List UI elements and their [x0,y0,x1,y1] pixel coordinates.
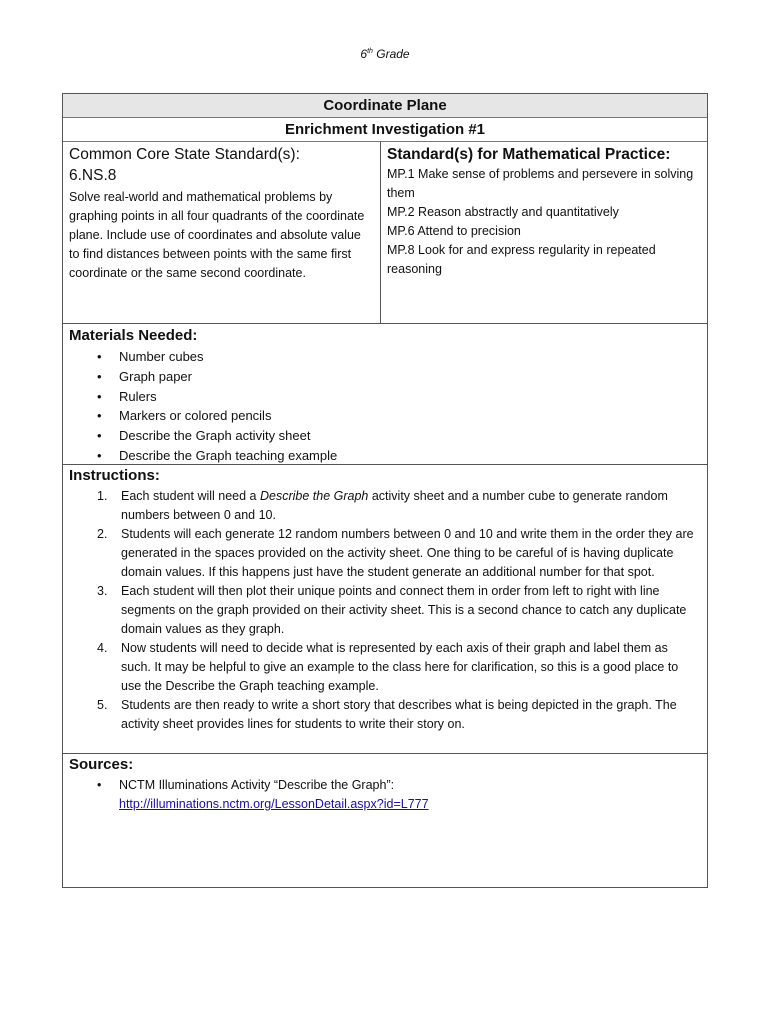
list-item [91,582,701,639]
step-text: Each student will need a [121,489,260,503]
sources-section [63,754,707,814]
list-item: • Number cubes [91,347,701,367]
materials-section [63,324,707,465]
sources-heading: Sources: [69,756,134,773]
step-text: Each student will then plot their unique points and connect them in order from left to right with line segments on the graph provided on their activity sheet. This is a second chance to catch any duplicate domain values as they graph. [121,584,687,636]
list-item [91,639,701,696]
sources-list [69,776,701,814]
list-item [91,525,701,582]
ccss-text: Solve real-world and mathematical problems by graphing points in all four quadrants of the coordinate plane. Include use of coordinates and absolute value to find distances between points with the same first coordinate or the same second coordinate. [69,190,365,280]
step-number: 5. [97,698,108,712]
ccss-heading: Common Core State Standard(s): [69,146,300,163]
step-number: 4. [97,641,108,655]
practice-item: MP.8 Look for and express regularity in repeated reasoning [387,243,656,276]
practice-item: MP.6 Attend to precision [387,224,521,238]
lesson-title: Coordinate Plane [63,94,707,118]
instructions-section [63,465,707,754]
materials-list [69,347,701,466]
lesson-subtitle: Enrichment Investigation #1 [63,118,707,142]
step-text: Now students will need to decide what is represented by each axis of their graph and label them as such. It may be helpful to give an example to the class here for clarification, so this is a good place to use the Describe the Graph teaching example. [121,641,679,693]
source-text: NCTM Illuminations Activity “Describe the Graph”: [119,778,395,792]
grade-superscript: th [367,48,373,55]
list-item: • Markers or colored pencils [91,406,701,426]
grade-word: Grade [376,47,410,61]
grade-header [0,47,770,61]
grade-number: 6 [360,47,368,61]
list-item [91,487,701,525]
step-emphasis: Describe the Graph [259,489,369,503]
step-text: activity sheet and a number cube to generate random numbers between 0 and 10. [121,489,668,522]
source-link[interactable]: http://illuminations.nctm.org/LessonDetail.aspx?id=L777 [119,797,429,811]
list-item: • Graph paper [91,367,701,387]
step-number: 2. [97,527,108,541]
ccss-code: 6.NS.8 [69,167,117,184]
practice-item: MP.1 Make sense of problems and persevere in solving them [387,167,694,200]
instructions-heading: Instructions: [69,467,160,484]
step-text: Students are then ready to write a short story that describes what is being depicted in the graph. The activity sheet provides lines for students to write their story on. [121,698,677,731]
list-item [91,776,701,814]
step-text: Students will each generate 12 random numbers between 0 and 10 and write them in the order they are generated in the spaces provided on the activity sheet. One thing to be careful of is having duplicate domain values. If this happens just have the student generate an additional number for that spot. [121,527,694,579]
list-item: • Describe the Graph teaching example [91,446,701,466]
standards-row [63,142,707,324]
instructions-list [69,487,701,734]
practice-heading: Standard(s) for Mathematical Practice: [387,146,671,163]
list-item: • Rulers [91,387,701,407]
list-item [91,696,701,734]
step-number: 3. [97,584,108,598]
materials-heading: Materials Needed: [69,327,198,344]
practice-cell [381,142,707,323]
practice-item: MP.2 Reason abstractly and quantitatively [387,205,619,219]
lesson-table [62,93,708,888]
ccss-cell [63,142,381,323]
step-number: 1. [97,489,108,503]
list-item: • Describe the Graph activity sheet [91,426,701,446]
